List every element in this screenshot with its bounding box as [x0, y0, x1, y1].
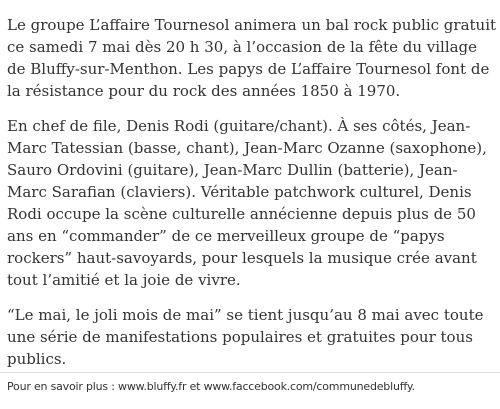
- paragraph-intro: Le groupe L’affaire Tournesol animera un bal rock public gratuit ce samedi 7 mai dès 20 h 30, à l’occasion de la fête du village de Bluffy-sur-Menthon. Les papys de L’affaire Tournesol font de la résistance pour du rock des années 1850 à 1970.: [7, 16, 497, 100]
- article-body: [7, 14, 497, 370]
- more-info-footer: Pour en savoir plus : www.bluffy.fr et www.faccebook.com/communedebluffy.: [7, 380, 415, 393]
- paragraph-festival: “Le mai, le joli mois de mai” se tient jusqu’au 8 mai avec toute une série de manifestations populaires et gratuites pour tous publics.: [7, 306, 484, 368]
- paragraph-band-members: En chef de file, Denis Rodi (guitare/chant). À ses côtés, Jean-Marc Tatessian (basse, chant), Jean-Marc Ozanne (saxophone), Sauro Ordovini (guitare), Jean-Marc Dullin (batterie), Jean-Marc Sarafian (claviers). Véritable patchwork culturel, Denis Rodi occupe la scène culturelle annécienne depuis plus de 50 ans en “commander” de ce merveilleux groupe de “papys rockers” haut-savoyards, pour lesquels la musique crée avant tout l’amitié et la joie de vivre.: [7, 117, 487, 289]
- footer-divider: [0, 372, 500, 373]
